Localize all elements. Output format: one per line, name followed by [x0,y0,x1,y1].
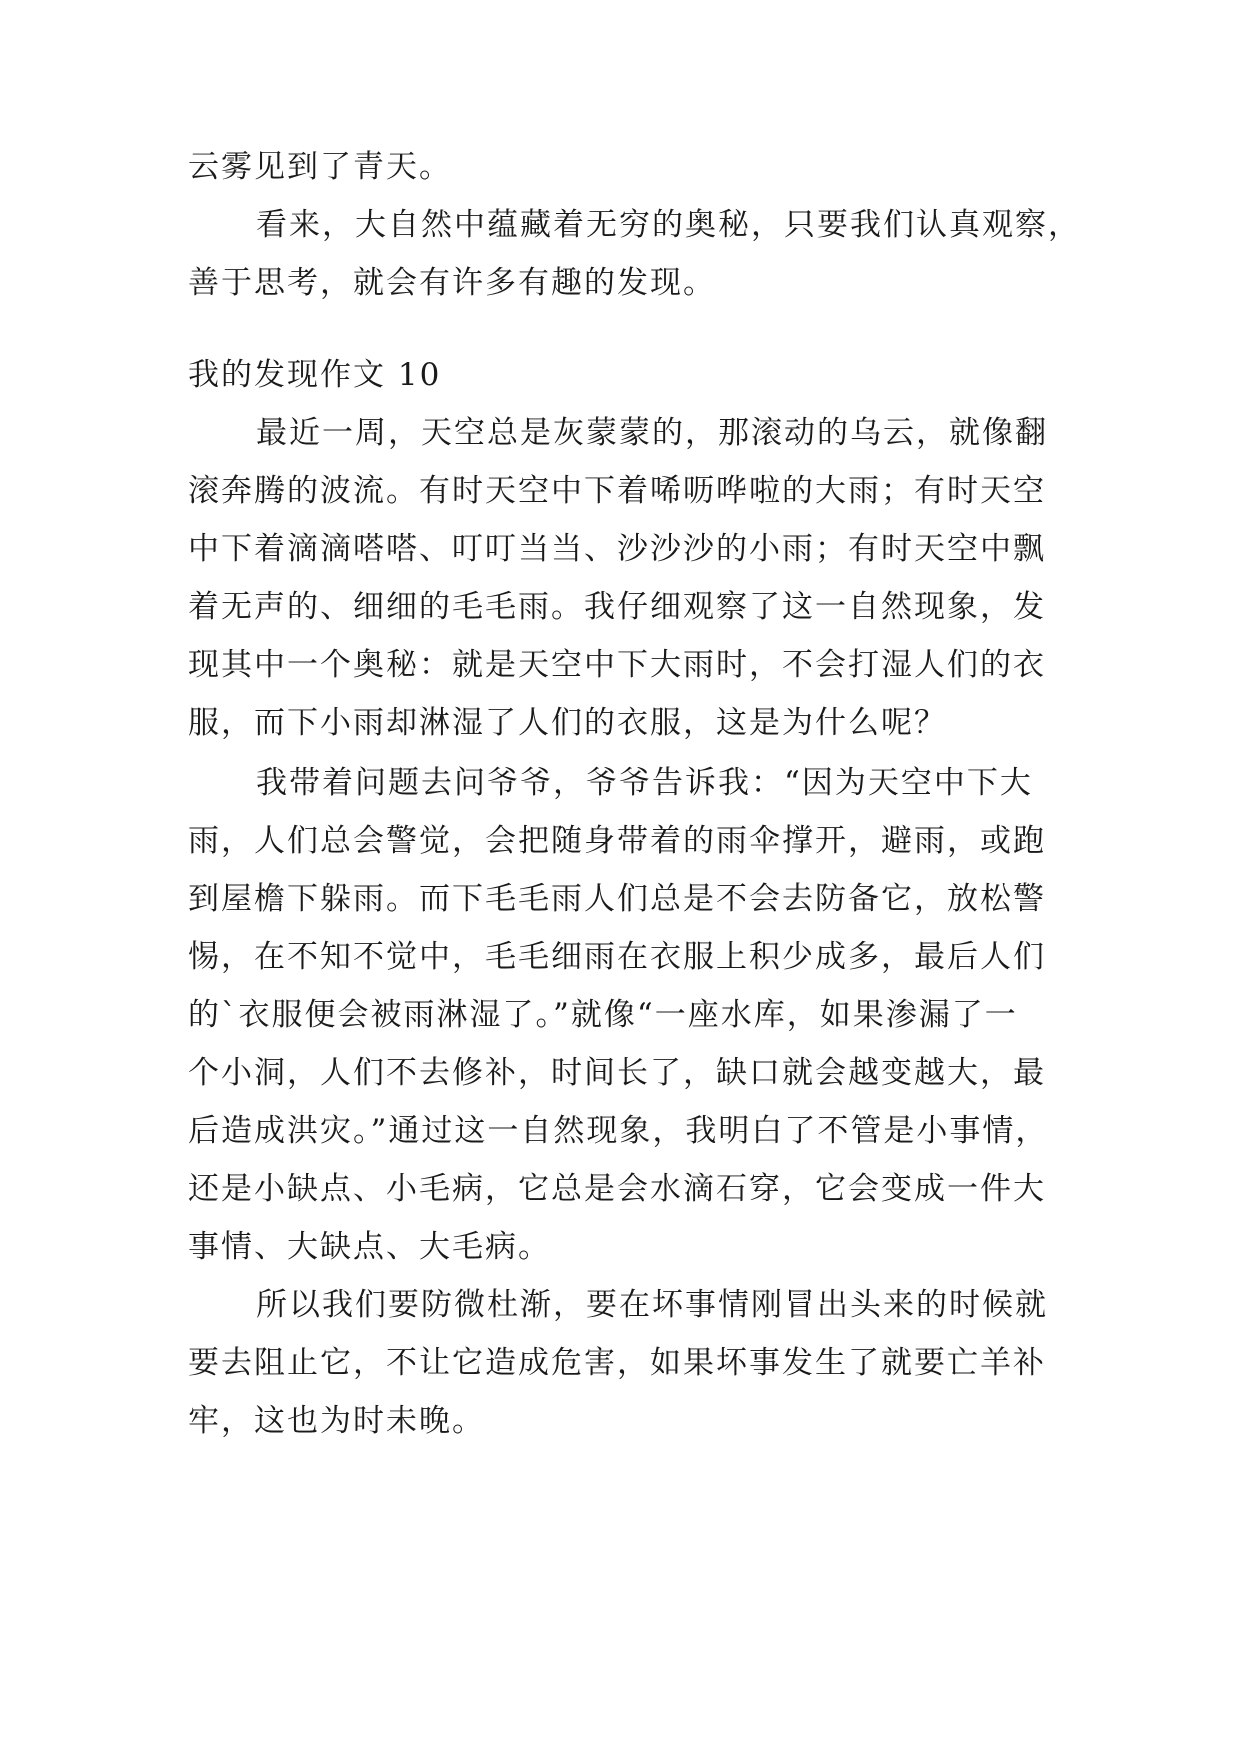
text-line: 个小洞，人们不去修补，时间长了，缺口就会越变越大，最 [188,1055,1046,1091]
text-line: 雨，人们总会警觉，会把随身带着的雨伞撑开，避雨，或跑 [188,823,1046,859]
text-line: 我带着问题去问爷爷，爷爷告诉我：“因为天空中下大 [256,765,1033,801]
text-line: 牢，这也为时未晚。 [188,1403,485,1439]
text-line: 云雾见到了青天。 [188,149,452,185]
text-line: 滚奔腾的波流。有时天空中下着唏呖哗啦的大雨；有时天空 [188,473,1046,509]
text-line: 事情、大缺点、大毛病。 [188,1229,551,1265]
previous-section-ending [188,138,1068,196]
text-line: 的`衣服便会被雨淋湿了。”就像“一座水库，如果渗漏了一 [188,997,1018,1033]
text-line: 现其中一个奥秘：就是天空中下大雨时，不会打湿人们的衣 [188,647,1046,683]
paragraph-lesson [188,1276,1068,1450]
text-line: 看来，大自然中蕴藏着无穷的奥秘，只要我们认真观察， [256,207,1081,243]
text-line: 惕，在不知不觉中，毛毛细雨在衣服上积少成多，最后人们 [188,939,1046,975]
text-line: 服，而下小雨却淋湿了人们的衣服，这是为什么呢？ [188,705,947,741]
paragraph-observation [188,404,1068,752]
text-line: 到屋檐下躲雨。而下毛毛雨人们总是不会去防备它，放松警 [188,881,1046,917]
section-title [188,346,1068,404]
paragraph-grandpa-answer [188,754,1068,1276]
text-line: 要去阻止它，不让它造成危害，如果坏事发生了就要亡羊补 [188,1345,1046,1381]
text-line: 后造成洪灾。”通过这一自然现象，我明白了不管是小事情， [188,1113,1049,1149]
text-line: 所以我们要防微杜渐，要在坏事情刚冒出头来的时候就 [256,1287,1048,1323]
text-line: 善于思考，就会有许多有趣的发现。 [188,265,716,301]
text-line: 最近一周，天空总是灰蒙蒙的，那滚动的乌云，就像翻 [256,415,1048,451]
text-line: 中下着滴滴嗒嗒、叮叮当当、沙沙沙的小雨；有时天空中飘 [188,531,1046,567]
conclusion-paragraph [188,196,1081,312]
text-line: 着无声的、细细的毛毛雨。我仔细观察了这一自然现象，发 [188,589,1046,625]
section-heading: 我的发现作文 10 [188,357,442,393]
text-line: 还是小缺点、小毛病，它总是会水滴石穿，它会变成一件大 [188,1171,1046,1207]
